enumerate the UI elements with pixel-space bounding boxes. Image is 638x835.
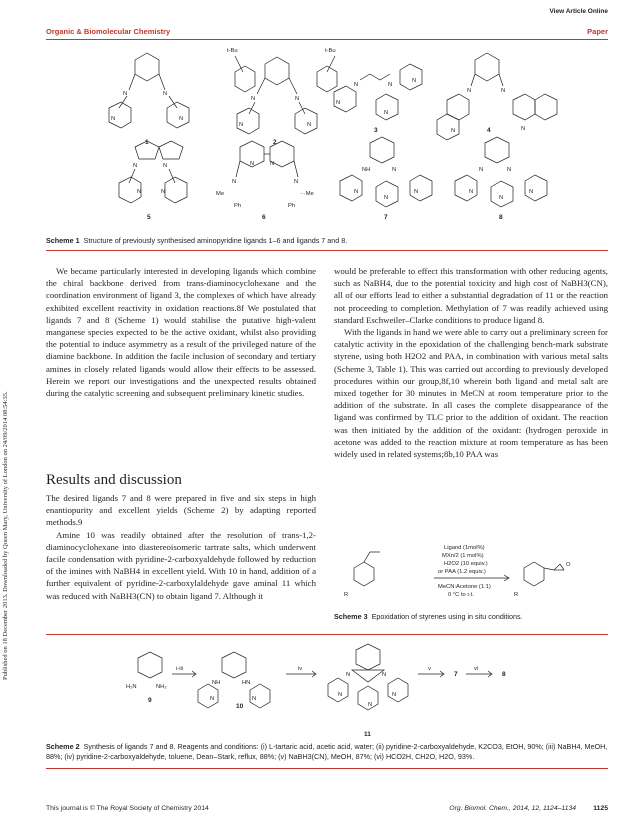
page-number: 1125 — [593, 805, 608, 812]
atom-n: N — [346, 672, 351, 678]
structure-3 — [334, 64, 422, 134]
atom-n: N — [210, 696, 215, 702]
scheme2-caption-label: Scheme 2 — [46, 742, 80, 751]
scheme1-caption-text: Structure of previously synthesised aminopyridine ligands 1–6 and ligands 7 and 8. — [83, 236, 348, 245]
atom-n: N — [354, 189, 359, 195]
section-heading: Results and discussion — [46, 472, 182, 488]
atom-h2n: H₂N — [126, 684, 137, 690]
scheme2-top-rule — [46, 634, 608, 635]
scheme3-reaction — [334, 540, 608, 606]
compound-label-9: 9 — [148, 697, 152, 704]
atom-r: R — [344, 592, 349, 598]
structure-5 — [119, 141, 187, 221]
scheme2-caption — [46, 742, 608, 761]
compound-label-8: 8 — [499, 214, 503, 221]
compound-label-2: 2 — [273, 139, 277, 146]
atom-n: N — [338, 692, 343, 698]
compound-label-4: 4 — [487, 127, 491, 134]
compound-label-6: 6 — [262, 214, 266, 221]
left-column-top — [46, 265, 316, 399]
scheme2-caption-text: Synthesis of ligands 7 and 8. Reagents and conditions: (i) L-tartaric acid, acetic acid, water; (ii) pyridine-2-carboxyaldehyde, K2CO3, EtOH, 90%; (iii) NaBH4, MeOH, 88%; (iv) pyridine-2-carboxyaldehyde, toluene, Dean–Stark, reflux, 88%; (v) NaBH3(CN), MeOH, 87%; (vi) HCO2H, CH2O, H2O, 93%. — [46, 742, 608, 761]
paragraph: The desired ligands 7 and 8 were prepared in five and six steps in high enantiopurity and excellent yields (Scheme 2) by adapting reported methods.9 — [46, 493, 316, 528]
atom-n: N — [354, 82, 359, 88]
condition-3: H2O2 (10 equiv.) — [444, 561, 488, 567]
atom-nh2: NH₂ — [156, 684, 167, 690]
compound-label-3: 3 — [374, 127, 378, 134]
atom-n: N — [111, 116, 116, 122]
atom-n: N — [469, 189, 474, 195]
atom-n: N — [501, 88, 506, 94]
condition-1: Ligand (1mol%) — [444, 545, 485, 551]
atom-r: R — [514, 592, 519, 598]
atom-nh: NH — [362, 167, 371, 173]
step-label: iv — [298, 666, 303, 672]
structure-4 — [437, 53, 557, 140]
atom-n: N — [250, 161, 255, 167]
scheme2-synthesis — [46, 640, 608, 740]
compound-label-7: 7 — [384, 214, 388, 221]
compound-label-11: 11 — [364, 731, 371, 738]
atom-nh: NH — [212, 680, 221, 686]
atom-n: N — [163, 163, 168, 169]
paragraph: With the ligands in hand we were able to carry out a preliminary screen for catalytic activity in the epoxidation of the challenging bench-mark substrate styrene, using both H2O2 and PAA, in combination with various metal salts (Scheme 3, Table 1). This was carried out according to previously developed procedures within our group,8f,10 wherein both ligand and metal salt are mixed together for 30 minutes in MeCN at room temperature prior to the addition of the substrate. In all cases the complete disappearance of the ligand was confirmed by TLC prior to the addition of oxidant. The reaction was then initiated by the addition of the oxidant: (hydrogen peroxide in acetone was added to the reaction mixture at room temperature as has been widely used in related systems;8b,10 PAA was — [334, 327, 608, 460]
header-rule — [46, 39, 608, 40]
step-label: vi — [474, 666, 479, 672]
atom-n: N — [479, 167, 484, 173]
atom-ph: Ph — [288, 203, 296, 209]
compound-label-8: 8 — [502, 671, 506, 678]
atom-n: N — [294, 179, 299, 185]
compound-label-1: 1 — [145, 139, 149, 146]
right-column — [334, 265, 608, 460]
condition-2: MXn/2 (1 mol%) — [442, 553, 484, 559]
atom-n: N — [251, 96, 256, 102]
scheme3-caption-label: Scheme 3 — [334, 612, 368, 621]
atom-me: Me — [216, 191, 225, 197]
atom-n: N — [232, 179, 237, 185]
scheme3-caption — [334, 612, 608, 622]
atom-n: N — [382, 672, 387, 678]
atom-n: N — [336, 100, 341, 106]
scheme3-caption-text: Epoxidation of styrenes using in situ conditions. — [371, 612, 523, 621]
scheme1-rule — [46, 250, 608, 251]
atom-n: N — [392, 167, 397, 173]
atom-n: N — [368, 702, 373, 708]
atom-n: N — [412, 78, 417, 84]
structure-2 — [227, 48, 337, 146]
publication-sidebar: Published on 18 December 2013. Downloaded by Queen Mary, University of London on 24/09/2014 08:54:35. — [2, 391, 9, 680]
scheme1-caption-label: Scheme 1 — [46, 236, 80, 245]
atom-n: N — [133, 163, 138, 169]
atom-n: N — [384, 195, 389, 201]
atom-me-right: ···Me — [300, 191, 314, 197]
atom-n: N — [295, 96, 300, 102]
condition-4: or PAA (1.2 equiv.) — [438, 569, 486, 575]
view-article-online-link[interactable]: View Article Online — [549, 8, 608, 15]
atom-tbu: t-Bu — [227, 48, 238, 54]
structure-6 — [216, 141, 314, 221]
atom-n: N — [467, 88, 472, 94]
atom-n: N — [307, 122, 312, 128]
atom-n: N — [252, 696, 257, 702]
compound-label-5: 5 — [147, 214, 151, 221]
footer-copyright: This journal is © The Royal Society of Chemistry 2014 — [46, 805, 209, 812]
journal-title: Organic & Biomolecular Chemistry — [46, 27, 171, 36]
atom-n: N — [499, 195, 504, 201]
atom-n: N — [384, 110, 389, 116]
paragraph: We became particularly interested in developing ligands which combine the chiral backbone derived from trans-diaminocyclohexane and the coordination environment of ligand 3, the complexes of which have already exhibited excellent reactivity in oxidation reactions.8f We postulated that ligands 7 and 8 (Scheme 1) would stabilise the putative high-valent manganese species expected to be the active oxidant, whilst also providing the potential to induce asymmetry as a result of the privileged nature of the diamine backbone. In addition the facile inclusion of secondary and tertiary amines in closely related ligands would allow their effects to be assessed. Herein we report our investigations and the unexpected results obtained during the catalytic screening and subsequent preliminary kinetic studies. — [46, 266, 316, 399]
atom-ph: Ph — [234, 203, 242, 209]
solvent-2: 0 °C to r.t. — [448, 592, 474, 598]
compound-label-10: 10 — [236, 703, 244, 710]
atom-n: N — [507, 167, 512, 173]
atom-n: N — [388, 82, 393, 88]
structure-1 — [109, 53, 189, 146]
atom-n: N — [179, 116, 184, 122]
atom-o: O — [566, 562, 571, 568]
footer-citation: Org. Biomol. Chem., 2014, 12, 1124–1134 — [449, 805, 576, 812]
atom-tbu: t-Bu — [325, 48, 336, 54]
atom-n: N — [451, 128, 456, 134]
solvent-1: MeCN:Acetone (1:1) — [438, 584, 491, 590]
atom-n: N — [163, 91, 168, 97]
scheme1-caption — [46, 236, 606, 246]
paragraph: Amine 10 was readily obtained after the resolution of trans-1,2-diaminocyclohexane into diastereoisomeric tartrate salts, which underwent facile condensation with pyridine-2-carboxyaldehyde followed by reduction of the imines with NaBH4 in excellent yield. With 10 in hand, addition of a further equivalent of pyridine-2-carboxylaldehyde gave aminal 11 which was reduced with NaBH3(CN) to obtain ligand 7. Although it — [46, 529, 316, 601]
atom-n: N — [414, 189, 419, 195]
atom-n: N — [239, 122, 244, 128]
paragraph: would be preferable to effect this transformation with other reducing agents, such as NaBH4, due to the potential toxicity and high cost of NaBH3(CN), all of our efforts lead to either a substantial degradation of 11 or the reaction not proceeding to completion. Methylation of 7 was readily achieved using standard Eschweiler–Clarke conditions to produce ligand 8. — [334, 266, 608, 325]
atom-n: N — [137, 189, 142, 195]
atom-hn: HN — [242, 680, 251, 686]
atom-n: N — [123, 91, 128, 97]
compound-label-7: 7 — [454, 671, 458, 678]
scheme2-bottom-rule — [46, 768, 608, 769]
atom-n: N — [392, 692, 397, 698]
step-label: i-iii — [176, 666, 184, 672]
step-label: v — [428, 666, 431, 672]
atom-n: N — [161, 189, 166, 195]
scheme1-structures — [40, 42, 610, 232]
left-column-bottom — [46, 492, 316, 602]
atom-n: N — [521, 126, 526, 132]
section-label: Paper — [587, 27, 608, 36]
structure-8 — [455, 137, 547, 221]
atom-n: N — [529, 189, 534, 195]
atom-n: N — [270, 161, 275, 167]
structure-7 — [340, 137, 432, 221]
